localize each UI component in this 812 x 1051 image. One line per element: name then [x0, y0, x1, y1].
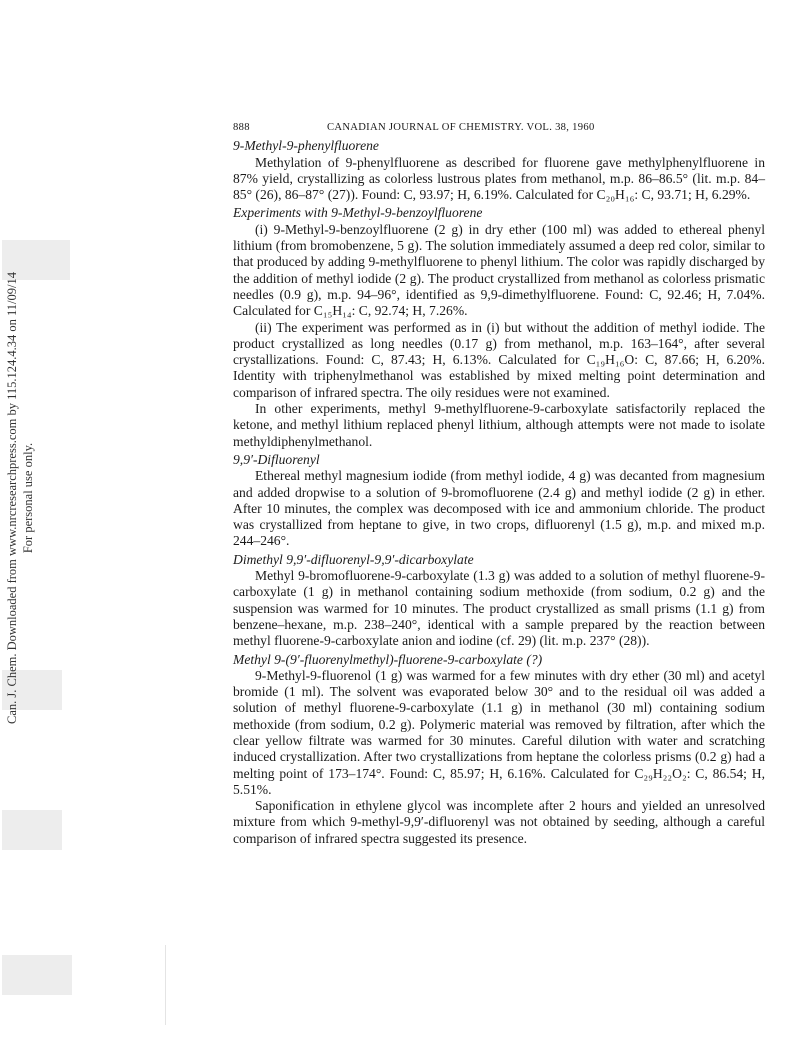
paragraph: Methyl 9-bromofluorene-9-carboxylate (1.3 g) was added to a solution of methyl fluorene-9-carboxylate (1 g) in methanol containing sodium methoxide (from sodium, 0.2 g) and the suspension was warmed for 10 minutes. The product crystallized as small prisms (1.1 g) from benzene–hexane, m.p. 238–240°, identical with a sample prepared by the reaction between methyl fluorene-9-carboxylate anion and iodine (cf. 29) (lit. m.p. 237° (28)). [233, 568, 765, 649]
download-stamp-line: For personal use only. [21, 442, 35, 554]
paragraph: Saponification in ethylene glycol was incomplete after 2 hours and yielded an unresolved mixture from which 9-methyl-9,9′-difluorenyl was not obtained by seeding, although a careful comparison of infrared spectra suggested its presence. [233, 798, 765, 846]
section-heading: Dimethyl 9,9′-difluorenyl-9,9′-dicarboxylate [233, 551, 474, 567]
page-number: 888 [233, 122, 250, 133]
paragraph: 9-Methyl-9-fluorenol (1 g) was warmed for a few minutes with dry ether (30 ml) and acetyl bromide (1 ml). The solvent was evaporated below 30° and to the residual oil was added a solution of methyl fluorene-9-carboxylate (1.1 g) in methanol (30 ml) containing sodium methoxide (from sodium, 0.2 g). Polymeric material was removed by filtration, after which the clear yellow filtrate was warmed for 30 minutes. Careful dilution with water and scratching induced crystallization. After two crystallizations from heptane the colorless prisms (0.2 g) had a melting point of 173–174°. Found: C, 85.97; H, 6.16%. Calculated for C₂₉H₂₂O₂: C, 86.54; H, 5.51%. [233, 667, 765, 797]
section-heading: 9-Methyl-9-phenylfluorene [233, 138, 379, 154]
section-heading: 9,9′-Difluorenyl [233, 451, 320, 467]
paragraph: (ii) The experiment was performed as in (i) but without the addition of methyl iodide. The product crystallized as long needles (0.17 g) from methanol, m.p. 163–164°, after several crystallizations. Found: C, 87.43; H, 6.13%. Calculated for C₁₉H₁₆O: C, 87.66; H, 6.20%. Identity with triphenylmethanol was established by mixed melting point determination and comparison of infrared spectra. The oily residues were not examined. [233, 319, 765, 400]
paragraph: Ethereal methyl magnesium iodide (from methyl iodide, 4 g) was decanted from magnesium and added dropwise to a solution of 9-bromofluorene (2.4 g) and methyl iodide (2 g) in ether. After 10 minutes, the complex was decomposed with ice and ammonium chloride. The product was crystallized from heptane to give, in two crops, difluorenyl (1.5 g), m.p. and mixed m.p. 244–246°. [233, 468, 765, 549]
paragraph: In other experiments, methyl 9-methylfluorene-9-carboxylate satisfactorily replaced the ketone, and methyl lithium replaced phenyl lithium, although attempts were not made to isolate methyldiphenylmethanol. [233, 401, 765, 449]
scan-smudge [2, 810, 62, 850]
scan-smudge [2, 955, 72, 995]
journal-title: CANADIAN JOURNAL OF CHEMISTRY. VOL. 38, 1960 [327, 122, 595, 133]
running-head [233, 120, 765, 136]
download-stamp-line: Can. J. Chem. Downloaded from www.nrcresearchpress.com by 115.124.4.34 on 11/09/14 [5, 272, 19, 724]
section-heading: Experiments with 9-Methyl-9-benzoylfluorene [233, 205, 483, 221]
scan-margin-line [165, 945, 166, 1025]
section-heading: Methyl 9-(9′-fluorenylmethyl)-fluorene-9-carboxylate (?) [233, 651, 543, 667]
paragraph: Methylation of 9-phenylfluorene as described for fluorene gave methylphenylfluorene in 87% yield, crystallizing as colorless lustrous plates from methanol, m.p. 86–86.5° (lit. m.p. 84–85° (26), 86–87° (27)). Found: C, 93.97; H, 6.19%. Calculated for C₂₀H₁₆: C, 93.71; H, 6.29%. [233, 154, 765, 203]
article-page [233, 120, 765, 847]
paragraph: (i) 9-Methyl-9-benzoylfluorene (2 g) in dry ether (100 ml) was added to ethereal phenyl lithium (from bromobenzene, 5 g). The solution immediately assumed a deep red color, similar to that produced by adding 9-methylfluorene to phenyl lithium. The color was rapidly discharged by the addition of methyl iodide (2 g). The product crystallized from methanol as colorless prismatic needles (0.9 g), m.p. 94–96°, identified as 9,9-dimethylfluorene. Found: C, 92.46; H, 7.04%. Calculated for C₁₅H₁₄: C, 92.74; H, 7.26%. [233, 221, 765, 319]
